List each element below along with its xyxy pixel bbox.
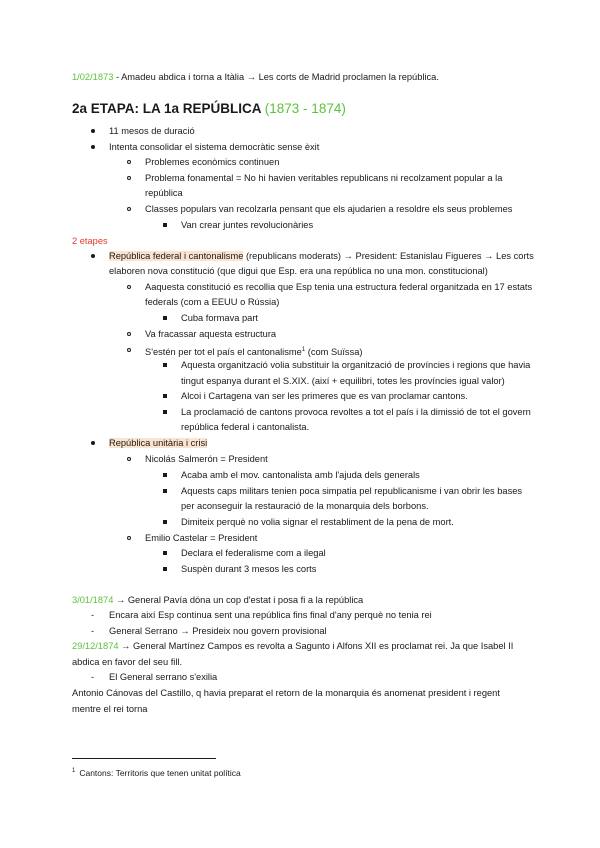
dash-bullet-icon: -: [91, 672, 95, 682]
federal-line2: elaboren nova constitució (que digui que Esp. era una república no una mon. constitucional): [109, 266, 488, 276]
circle-bullet-icon: [127, 285, 131, 289]
circle-bullet-icon: [127, 457, 131, 461]
event-sub: El General serrano s'exilia: [109, 672, 218, 682]
event-sub: General Serrano → Presideix nou govern provisional: [109, 626, 327, 636]
square-bullet-icon: [163, 520, 167, 524]
federal-c3-rest: (com Suïssa): [305, 347, 363, 358]
federal-title: República federal i cantonalisme: [109, 251, 244, 261]
circle-bullet-icon: [127, 176, 131, 180]
footnote-divider: [72, 758, 216, 759]
federal-subsub: Aquesta organització volia substituir la organització de províncies i regions que havia: [181, 360, 531, 370]
overview-sub: Classes populars van recolzarla pensant que els ajudarien a resoldre els seus problemes: [145, 204, 513, 214]
federal-subsub: La proclamació de cantons provoca revoltes a tot el país i la dimissió de tot el govern: [181, 407, 531, 417]
circle-bullet-icon: [127, 348, 131, 352]
dash-bullet-icon: -: [91, 626, 95, 636]
overview-sub: Problema fonamental = No hi havien veritables republicans ni recolzament popular a la: [145, 173, 503, 183]
intro-date: 1/02/1873: [72, 72, 114, 82]
unitaria-subsub-cont: per aconseguir la restauració de la monarquia dels borbons.: [181, 501, 429, 511]
square-bullet-icon: [163, 223, 167, 227]
federal-subsub: Cuba formava part: [181, 313, 258, 323]
federal-c3: S'estén per tot el país el cantonalisme: [145, 347, 302, 358]
square-bullet-icon: [163, 363, 167, 367]
dash-bullet-icon: -: [91, 610, 95, 620]
circle-bullet-icon: [127, 160, 131, 164]
unitaria-sub: Nicolás Salmerón = President: [145, 454, 268, 464]
event-date: 3/01/1874: [72, 595, 114, 605]
etapes-label: 2 etapes: [72, 236, 108, 246]
footnote-number: 1: [72, 768, 76, 774]
bullet-icon: [91, 145, 95, 149]
federal-sub-cantonalism: [145, 344, 363, 358]
federal-subsub-cont: tingut espanya durant el S.XIX. (així + equilibri, totes les províncies igual valor): [181, 376, 505, 386]
heading-years: (1873 - 1874): [264, 101, 346, 116]
footnote-ref: 1: [301, 347, 306, 353]
intro-text: - Amadeu abdica i torna a Itàlia → Les corts de Madrid proclamen la república.: [113, 72, 439, 82]
federal-sub-cont: federals (com a EEUU o Rússia): [145, 297, 280, 307]
event-text: → General Pavía dóna un cop d'estat i posa fi a la república: [113, 595, 364, 605]
intro-line: [72, 71, 439, 83]
square-bullet-icon: [163, 473, 167, 477]
bullet-icon: [91, 129, 95, 133]
unitaria-subsub: Declara el federalisme com a ilegal: [181, 548, 326, 558]
federal-line1: (republicans moderats) → President: Estanislau Figueres → Les corts: [243, 251, 534, 261]
bullet-icon: [91, 441, 95, 445]
federal-subsub-cont: república federal i cantonalista.: [181, 422, 310, 432]
event-text: → General Martínez Campos es revolta a Sagunto i Alfons XII es proclamat rei. Ja que Isabel II: [118, 641, 514, 651]
unitaria-line: [109, 437, 207, 449]
closing-line-cont: mentre el rei torna: [72, 704, 148, 714]
square-bullet-icon: [163, 394, 167, 398]
circle-bullet-icon: [127, 536, 131, 540]
section-heading: [72, 100, 346, 118]
overview-item: 11 mesos de duració: [109, 126, 195, 136]
event-date: 29/12/1874: [72, 641, 119, 651]
unitaria-subsub: Suspèn durant 3 mesos les corts: [181, 564, 317, 574]
square-bullet-icon: [163, 567, 167, 571]
footnote-text: Cantons: Territoris que tenen unitat política: [79, 767, 241, 778]
overview-sub-cont: república: [145, 188, 183, 198]
federal-subsub: Alcoi i Cartagena van ser les primeres que es van proclamar cantons.: [181, 391, 468, 401]
federal-sub: Va fracassar aquesta estructura: [145, 329, 277, 339]
square-bullet-icon: [163, 551, 167, 555]
overview-subsub: Van crear juntes revolucionàries: [181, 220, 314, 230]
unitaria-subsub: Dimiteix perquè no volia signar el restabliment de la pena de mort.: [181, 517, 454, 527]
square-bullet-icon: [163, 489, 167, 493]
event-line: [72, 640, 513, 652]
federal-line: [109, 250, 534, 262]
heading-title: 2a ETAPA: LA 1a REPÚBLICA: [72, 101, 265, 116]
circle-bullet-icon: [127, 207, 131, 211]
unitaria-title: República unitària i crisi: [109, 438, 208, 448]
square-bullet-icon: [163, 410, 167, 414]
federal-sub: Aaquesta constitució es recollia que Esp tenia una estructura federal organitzada en 17 estats: [145, 282, 533, 292]
closing-line: Antonio Cánovas del Castillo, q havia preparat el retorn de la monarquia és anomenat president i regent: [72, 688, 500, 698]
unitaria-sub: Emilio Castelar = President: [145, 533, 258, 543]
circle-bullet-icon: [127, 332, 131, 336]
event-sub: Encara així Esp continua sent una república fins final d'any perquè no tenia rei: [109, 610, 432, 620]
square-bullet-icon: [163, 316, 167, 320]
overview-item: Intenta consolidar el sistema democràtic sense èxit: [109, 142, 320, 152]
bullet-icon: [91, 254, 95, 258]
overview-sub: Problemes econòmics continuen: [145, 157, 280, 167]
event-line: [72, 594, 363, 606]
footnote: [72, 766, 241, 779]
event-line-cont: abdica en favor del seu fill.: [72, 657, 183, 667]
unitaria-subsub: Acaba amb el mov. cantonalista amb l'ajuda dels generals: [181, 470, 420, 480]
unitaria-subsub: Aquests caps militars tenien poca simpatia pel republicanisme i van obrir les bases: [181, 486, 523, 496]
